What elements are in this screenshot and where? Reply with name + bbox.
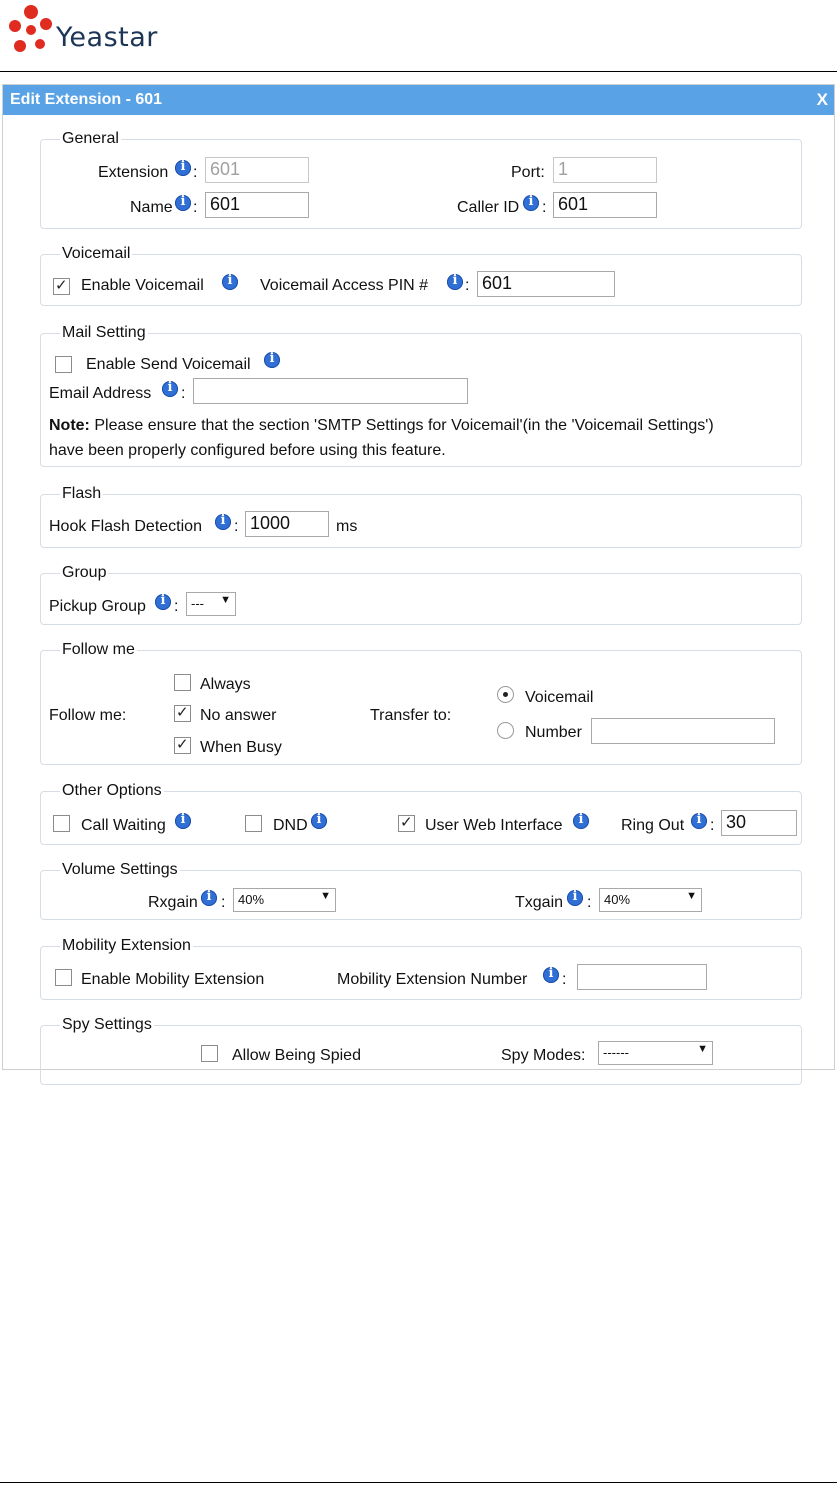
follow-me-label: Follow me: [49, 707, 127, 724]
dnd-label: DND [273, 817, 308, 834]
mobility-number-label: Mobility Extension Number [337, 971, 528, 988]
no-answer-checkbox[interactable] [174, 705, 191, 722]
close-button[interactable]: X [816, 90, 828, 109]
enable-voicemail-info-icon[interactable] [222, 274, 238, 290]
ring-out-input[interactable]: 30 [721, 810, 797, 836]
pickup-group-select[interactable] [186, 592, 236, 616]
transfer-to-label: Transfer to: [370, 707, 452, 724]
callerid-input[interactable]: 601 [553, 192, 657, 218]
hook-flash-unit: ms [336, 518, 358, 535]
always-label: Always [200, 676, 251, 693]
email-info-icon[interactable] [162, 381, 178, 397]
note-label: Note: [49, 417, 90, 434]
chevron-down-icon: ▼ [220, 594, 231, 606]
txgain-value: 40% [604, 892, 631, 907]
flash-section [40, 485, 802, 548]
header-divider [0, 71, 837, 72]
general-legend: General [62, 130, 119, 147]
enable-mobility-label: Enable Mobility Extension [81, 971, 265, 988]
smtp-note [49, 417, 714, 435]
rxgain-value: 40% [238, 892, 265, 907]
chevron-down-icon: ▼ [320, 890, 331, 902]
voicemail-pin-info-icon[interactable] [447, 274, 463, 290]
ring-out-label: Ring Out [621, 817, 685, 834]
extension-label: Extension [98, 164, 169, 181]
group-legend: Group [62, 564, 107, 581]
colon: : [562, 971, 567, 988]
colon: : [465, 277, 470, 294]
enable-mobility-checkbox[interactable] [55, 969, 72, 986]
colon: : [221, 894, 226, 911]
colon: : [193, 199, 198, 216]
email-address-label: Email Address [49, 385, 152, 402]
txgain-select[interactable] [599, 888, 702, 912]
pickup-group-label: Pickup Group [49, 598, 146, 615]
name-label: Name [130, 199, 173, 216]
chevron-down-icon: ▼ [686, 890, 697, 902]
transfer-voicemail-radio[interactable] [497, 686, 514, 703]
spy-modes-value: ------ [603, 1045, 629, 1060]
enable-send-voicemail-checkbox[interactable] [55, 356, 72, 373]
allow-being-spied-label: Allow Being Spied [232, 1047, 361, 1064]
call-waiting-label: Call Waiting [81, 817, 166, 834]
callerid-info-icon[interactable] [523, 195, 539, 211]
mobility-extension-legend: Mobility Extension [62, 937, 191, 954]
hook-flash-label: Hook Flash Detection [49, 518, 202, 535]
extension-input: 601 [205, 157, 309, 183]
pickup-group-value: --- [191, 596, 204, 611]
call-waiting-info-icon[interactable] [175, 813, 191, 829]
follow-me-legend: Follow me [62, 641, 135, 658]
call-waiting-checkbox[interactable] [53, 815, 70, 832]
colon: : [542, 199, 547, 216]
hook-flash-input[interactable]: 1000 [245, 511, 329, 537]
mobility-number-info-icon[interactable] [543, 967, 559, 983]
enable-voicemail-checkbox[interactable] [53, 278, 70, 295]
dnd-checkbox[interactable] [245, 815, 262, 832]
user-web-interface-info-icon[interactable] [573, 813, 589, 829]
transfer-number-radio[interactable] [497, 722, 514, 739]
allow-being-spied-checkbox[interactable] [201, 1045, 218, 1062]
txgain-info-icon[interactable] [567, 890, 583, 906]
mail-setting-section [40, 324, 802, 467]
enable-voicemail-label: Enable Voicemail [81, 277, 204, 294]
colon: : [193, 164, 198, 181]
flash-legend: Flash [62, 485, 102, 502]
voicemail-pin-label: Voicemail Access PIN # [260, 277, 429, 294]
enable-send-voicemail-label: Enable Send Voicemail [86, 356, 251, 373]
mail-setting-legend: Mail Setting [62, 324, 146, 341]
colon: : [710, 817, 715, 834]
other-options-legend: Other Options [62, 782, 162, 799]
chevron-down-icon: ▼ [697, 1043, 708, 1055]
footer-divider [0, 1482, 837, 1483]
spy-modes-select[interactable] [598, 1041, 713, 1065]
follow-me-section [40, 641, 802, 765]
mobility-number-input[interactable] [577, 964, 707, 990]
when-busy-label: When Busy [200, 739, 282, 756]
note-line-2: have been properly configured before using this feature. [49, 442, 446, 459]
transfer-number-label: Number [525, 724, 582, 741]
mobility-extension-section [40, 937, 802, 1000]
extension-info-icon[interactable] [175, 160, 191, 176]
send-voicemail-info-icon[interactable] [264, 352, 280, 368]
spy-settings-section [40, 1016, 802, 1085]
always-checkbox[interactable] [174, 674, 191, 691]
transfer-voicemail-label: Voicemail [525, 689, 594, 706]
rxgain-info-icon[interactable] [201, 890, 217, 906]
yeastar-logo-icon [6, 2, 56, 58]
no-answer-label: No answer [200, 707, 277, 724]
other-options-section [40, 782, 802, 845]
pickup-group-info-icon[interactable] [155, 594, 171, 610]
rxgain-label: Rxgain [148, 894, 198, 911]
dnd-info-icon[interactable] [311, 813, 327, 829]
dialog-title: Edit Extension - 601 [10, 91, 163, 108]
brand-name: Yeastar [56, 22, 158, 53]
hook-flash-info-icon[interactable] [215, 514, 231, 530]
dialog-titlebar [3, 85, 834, 115]
transfer-number-input[interactable] [591, 718, 775, 744]
spy-settings-legend: Spy Settings [62, 1016, 152, 1033]
email-address-input[interactable] [193, 378, 468, 404]
colon: : [234, 518, 239, 535]
rxgain-select[interactable] [233, 888, 336, 912]
volume-settings-section [40, 861, 802, 920]
name-info-icon[interactable] [175, 195, 191, 211]
callerid-label: Caller ID [457, 199, 520, 216]
colon: : [181, 385, 186, 402]
voicemail-section [40, 245, 802, 306]
user-web-interface-checkbox[interactable] [398, 815, 415, 832]
when-busy-checkbox[interactable] [174, 737, 191, 754]
voicemail-pin-input[interactable]: 601 [477, 271, 615, 297]
port-input: 1 [553, 157, 657, 183]
colon: : [174, 598, 179, 615]
general-section [40, 130, 802, 229]
port-label: Port: [511, 164, 545, 181]
note-line-1: Please ensure that the section 'SMTP Settings for Voicemail'(in the 'Voicemail Settings') [89, 417, 714, 434]
volume-settings-legend: Volume Settings [62, 861, 178, 878]
group-section [40, 564, 802, 625]
ring-out-info-icon[interactable] [691, 813, 707, 829]
user-web-interface-label: User Web Interface [425, 817, 563, 834]
name-input[interactable]: 601 [205, 192, 309, 218]
voicemail-legend: Voicemail [62, 245, 131, 262]
txgain-label: Txgain [515, 894, 564, 911]
edit-extension-dialog [2, 84, 835, 1070]
colon: : [587, 894, 592, 911]
spy-modes-label: Spy Modes: [501, 1047, 586, 1064]
